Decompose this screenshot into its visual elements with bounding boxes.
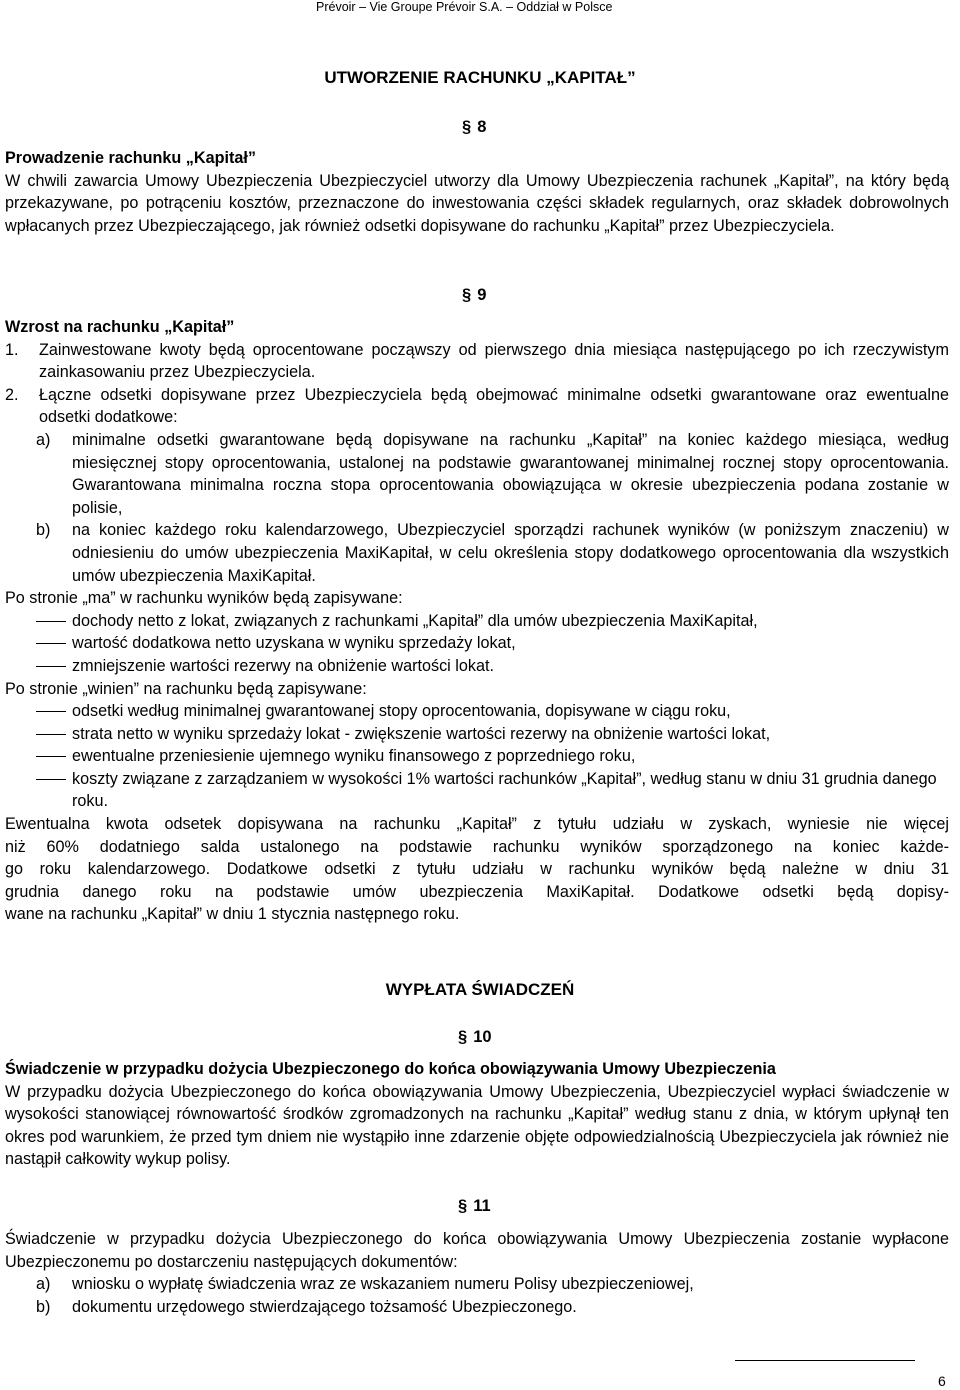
list-item-text: koszty związane z zarządzaniem w wysokości 1% wartości rachunków „Kapitał”, według stanu w dniu 31 grudnia danego roku. <box>72 769 937 811</box>
item-text: dokumentu urzędowego stwierdzającego tożsamość Ubezpieczonego. <box>72 1297 577 1316</box>
winien-list-item <box>5 745 949 768</box>
dash-icon <box>36 779 66 780</box>
paragraph-number-9 <box>462 285 486 305</box>
page-number: 6 <box>938 1373 946 1389</box>
section-title-utworzenie: UTWORZENIE RACHUNKU „KAPITAŁ” <box>324 68 636 87</box>
winien-intro: Po stronie „winien” na rachunku będą zapisywane: <box>5 679 367 698</box>
closing-line: go roku kalendarzowego. Dodatkowe odsetki z tytułu udziału w rachunku wyników będą należne w dniu 31 <box>5 860 949 879</box>
sub-item-a <box>5 429 949 519</box>
numbered-item-1 <box>5 339 949 384</box>
list-item-text: strata netto w wyniku sprzedaży lokat - zwiększenie wartości rezerwy na obniżenie wartości lokat, <box>72 724 771 743</box>
paragraph-11 <box>5 1228 949 1318</box>
item-text: wniosku o wypłatę świadczenia wraz ze wskazaniem numeru Polisy ubezpieczeniowej, <box>72 1275 694 1294</box>
paragraph-number-11 <box>458 1196 491 1216</box>
paragraph-heading: Wzrost na rachunku „Kapitał” <box>5 318 235 336</box>
list-item-text: wartość dodatkowa netto uzyskana w wyniku sprzedaży lokat, <box>72 634 516 653</box>
item-text: minimalne odsetki gwarantowane będą dopisywane na rachunku „Kapitał” na koniec każdego miesiąca, według miesięcznej stopy oprocentowania, ustalonej na podstawie gwarantowanej minimalnej rocznej stopy oprocentowania. Gwarantowana minimalna roczna stopa oprocentowania obowiązująca w okresie ubezpieczenia podana zostanie w polisie, <box>72 430 949 517</box>
closing-line: niż 60% dodatniego salda ustalonego na podstawie rachunku wyników sporządzonego na koniec każde- <box>5 837 949 856</box>
winien-list-item <box>5 723 949 746</box>
dash-icon <box>36 756 66 757</box>
item-text: Łączne odsetki dopisywane przez Ubezpieczyciela będą obejmować minimalne odsetki gwarantowane oraz ewentualne odsetki dodatkowe: <box>39 385 949 427</box>
item-label: b) <box>36 1297 51 1316</box>
item-label: 2. <box>5 385 19 404</box>
page-header: Prévoir – Vie Groupe Prévoir S.A. – Oddział w Polsce <box>316 0 613 14</box>
section-sign: § <box>462 286 472 304</box>
sub-item-b <box>5 1296 949 1319</box>
paragraph-heading: Prowadzenie rachunku „Kapitał” <box>5 149 256 167</box>
closing-line: wane na rachunku „Kapitał” w dniu 1 stycznia następnego roku. <box>5 905 460 924</box>
item-label: b) <box>36 521 51 540</box>
paragraph-9 <box>5 316 949 926</box>
item-text: na koniec każdego roku kalendarzowego, Ubezpieczyciel sporządzi rachunek wyników (w poniższym znaczeniu) w odniesieniu do umów ubezpieczenia MaxiKapitał, w celu określenia stopy dodatkowego oprocentowania dla wszystkich umów ubezpieczenia MaxiKapitał. <box>72 521 949 585</box>
ma-list-item <box>5 632 949 655</box>
dash-icon <box>36 621 66 622</box>
paragraph-10 <box>5 1058 949 1171</box>
dash-icon <box>36 666 66 667</box>
dash-icon <box>36 711 66 712</box>
section-sign: § <box>462 118 472 136</box>
paragraph-text: Świadczenie w przypadku dożycia Ubezpieczonego do końca obowiązywania Umowy Ubezpieczenia zostanie wypłacone Ubezpieczonemu po dostarczeniu następujących dokumentów: <box>5 1230 949 1271</box>
closing-line: grudnia danego roku na podstawie umów ubezpieczenia MaxiKapitał. Dodatkowe odsetki będą dopisy- <box>5 882 949 901</box>
list-item-text: ewentualne przeniesienie ujemnego wyniku finansowego z poprzedniego roku, <box>72 747 636 766</box>
section-sign: § <box>458 1197 468 1215</box>
section-title-wyplata: WYPŁATA ŚWIADCZEŃ <box>385 980 575 999</box>
paragraph-8 <box>5 147 949 237</box>
item-label: 1. <box>5 340 19 359</box>
item-text: Zainwestowane kwoty będą oprocentowane począwszy od pierwszego dnia miesiąca następującego po ich rzeczywistym zainkasowaniu przez Ubezpieczyciela. <box>39 340 949 382</box>
item-label: a) <box>36 430 51 449</box>
paragraph-number-8 <box>462 117 486 137</box>
sub-item-a <box>5 1273 949 1296</box>
list-item-text: dochody netto z lokat, związanych z rachunkami „Kapitał” dla umów ubezpieczenia MaxiKapitał, <box>72 611 758 630</box>
section-sign: § <box>458 1028 468 1046</box>
ma-list-item <box>5 610 949 633</box>
list-item-text: zmniejszenie wartości rezerwy na obniżenie wartości lokat. <box>72 656 494 675</box>
ma-intro: Po stronie „ma” w rachunku wyników będą zapisywane: <box>5 589 403 608</box>
paragraph-heading: Świadczenie w przypadku dożycia Ubezpieczonego do końca obowiązywania Umowy Ubezpieczenia <box>5 1060 776 1078</box>
winien-list-item <box>5 768 949 813</box>
closing-line: Ewentualna kwota odsetek dopisywana na rachunku „Kapitał” z tytułu udziału w zyskach, wyniesie nie więcej <box>5 815 949 834</box>
paragraph-text: W przypadku dożycia Ubezpieczonego do końca obowiązywania Umowy Ubezpieczenia, Ubezpieczyciel wypłaci świadczenie w wysokości stanowiącej równowartość środków zgromadzonych na rachunku „Kapitał” według stanu z dnia, w którym upłynął ten okres pod warunkiem, że przed tym dniem nie wystąpiło inne zdarzenie objęte odpowiedzialnością Ubezpieczyciela jak również nie nastąpił całkowity wykup polisy. <box>5 1082 949 1169</box>
dash-icon <box>36 734 66 735</box>
paragraph-text: W chwili zawarcia Umowy Ubezpieczenia Ubezpieczyciel utworzy dla Umowy Ubezpieczenia rachunek „Kapitał”, na który będą przekazywane, po potrąceniu kosztów, przeznaczone do inwestowania części składek regularnych, oraz składek dobrowolnych wpłacanych przez Ubezpieczającego, jak również odsetki dopisywane do rachunku „Kapitał” przez Ubezpieczyciela. <box>5 171 949 235</box>
dash-icon <box>36 643 66 644</box>
paragraph-number: 9 <box>477 286 487 304</box>
winien-list-item <box>5 700 949 723</box>
paragraph-number: 10 <box>473 1028 492 1046</box>
paragraph-number: 8 <box>477 118 487 136</box>
paragraph-number-10 <box>458 1027 492 1047</box>
ma-list-item <box>5 655 949 678</box>
list-item-text: odsetki według minimalnej gwarantowanej stopy oprocentowania, dopisywane w ciągu roku, <box>72 702 731 721</box>
paragraph-number: 11 <box>473 1197 491 1215</box>
sub-item-b <box>5 519 949 587</box>
footer-divider <box>735 1360 915 1361</box>
item-label: a) <box>36 1275 51 1294</box>
numbered-item-2 <box>5 384 949 429</box>
